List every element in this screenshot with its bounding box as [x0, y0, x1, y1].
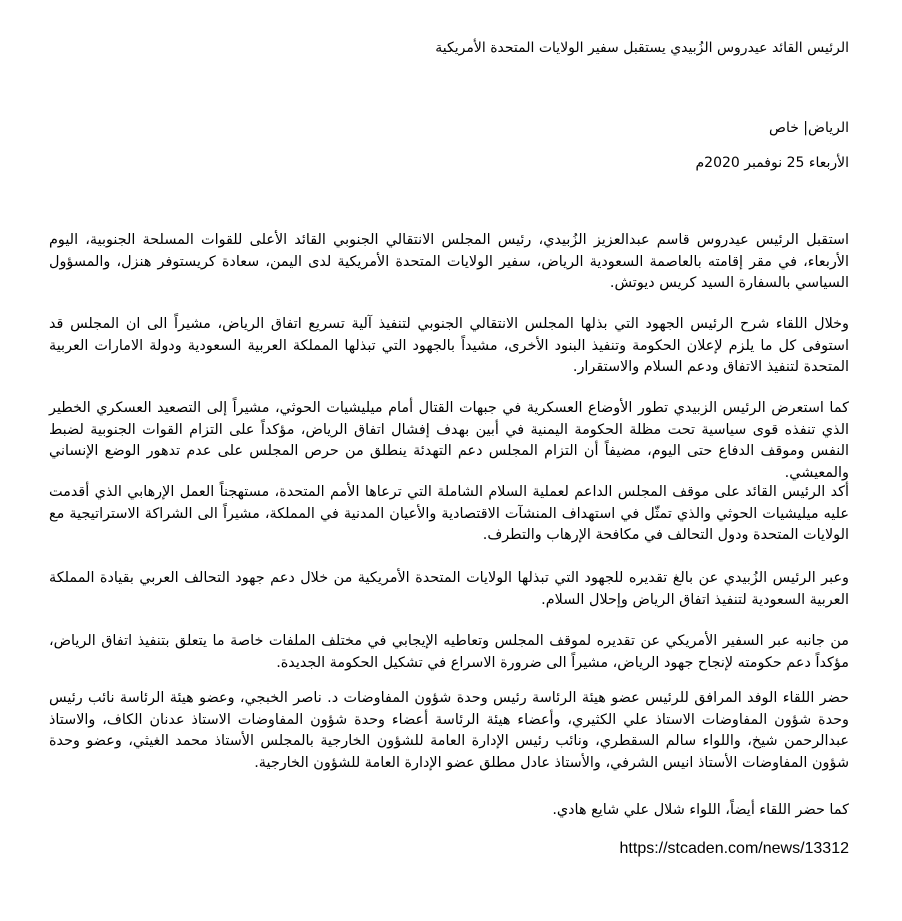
body-paragraph-7: حضر اللقاء الوفد المرافق للرئيس عضو هيئة الرئاسة رئيس وحدة شؤون المفاوضات د. ناصر الخبجي، وعضو هيئة الرئاسة نائب رئيس وحدة شؤون المفاوضات الاستاذ علي الكثيري، وأعضاء هيئة الرئاسة أعضاء وحدة شؤون المفاوضات الاستاذ عدنان الكاف، والاستاذ عبدالرحمن شيخ، واللواء سالم السقطري، ونائب رئيس الإدارة العامة للشؤون الخارجية بالمجلس الأستاذ محمد الغيثي، وعضو وحدة شؤون المفاوضات الأستاذ انيس الشرفي، والأستاذ عادل مطلق عضو الإدارة العامة للشؤون الخارجية. [49, 690, 849, 771]
dateline-date: الأربعاء 25 نوفمبر 2020م [695, 155, 849, 171]
body-paragraph-2: وخلال اللقاء شرح الرئيس الجهود التي بذلها المجلس الانتقالي الجنوبي لتنفيذ آلية تسريع اتفاق الرياض، مشيراً الى ان المجلس قد استوفى كل ما يلزم لإعلان الحكومة وتنفيذ البنود الأخرى، مشيداً بالجهود التي تبذلها المملكة العربية السعودية ودولة الامارات العربية المتحدة لتنفيذ الاتفاق ودعم السلام والاستقرار. [49, 316, 849, 376]
body-paragraph-3: كما استعرض الرئيس الزبيدي تطور الأوضاع العسكرية في جبهات القتال أمام ميليشيات الحوثي، مشيراً إلى التصعيد العسكري الخطير الذي تنفذه قوى سياسية تحت مظلة الحكومة اليمنية في أبين بهدف إفشال اتفاق الرياض، مؤكداً على التزام القوات الجنوبية لضبط النفس وموقف الدفاع حتى اليوم، مضيفاً أن التزام المجلس دعم التهدئة ينطلق من حرص المجلس على عدم تدهور الوضع الإنساني والمعيشي. [49, 400, 849, 481]
source-url: https://stcaden.com/news/13312 [619, 840, 849, 857]
body-paragraph-1: استقبل الرئيس عيدروس قاسم عبدالعزيز الزُبيدي، رئيس المجلس الانتقالي الجنوبي القائد الأعلى للقوات المسلحة الجنوبية، اليوم الأربعاء، في مقر إقامته بالعاصمة السعودية الرياض، سفير الولايات المتحدة الأمريكية لدى اليمن، سعادة كريستوفر هنزل، والمسؤول السياسي بالسفارة السيد كريس ديوتش. [49, 232, 849, 292]
article-headline: الرئيس القائد عيدروس الزُبيدي يستقبل سفير الولايات المتحدة الأمريكية [435, 40, 849, 56]
body-paragraph-6: من جانبه عبر السفير الأمريكي عن تقديره لموقف المجلس وتعاطيه الإيجابي في مختلف الملفات خاصة ما يتعلق بتنفيذ اتفاق الرياض، مؤكداً دعم حكومته لإنجاح جهود الرياض، مشيراً الى ضرورة الاسراع في تشكيل الحكومة الجديدة. [49, 633, 849, 671]
body-paragraph-4: أكد الرئيس القائد على موقف المجلس الداعم لعملية السلام الشاملة التي ترعاها الأمم المتحدة، مستهجناً العمل الإرهابي الذي أقدمت عليه ميليشيات الحوثي والذي تمثّل في استهداف المنشآت الاقتصادية والأعيان المدنية في المملكة، مشيراً الى الشراكة الاستراتيجية مع الولايات المتحدة ودول التحالف في مكافحة الإرهاب والتطرف. [49, 484, 849, 544]
dateline-location: الرياض| خاص [769, 120, 849, 136]
body-paragraph-8: كما حضر اللقاء أيضاً، اللواء شلال علي شايع هادي. [552, 802, 849, 818]
body-paragraph-5: وعبر الرئيس الزُبيدي عن بالغ تقديره للجهود التي تبذلها الولايات المتحدة الأمريكية من خلال دعم جهود التحالف العربي بقيادة المملكة العربية السعودية لتنفيذ اتفاق الرياض وإحلال السلام. [49, 570, 849, 608]
